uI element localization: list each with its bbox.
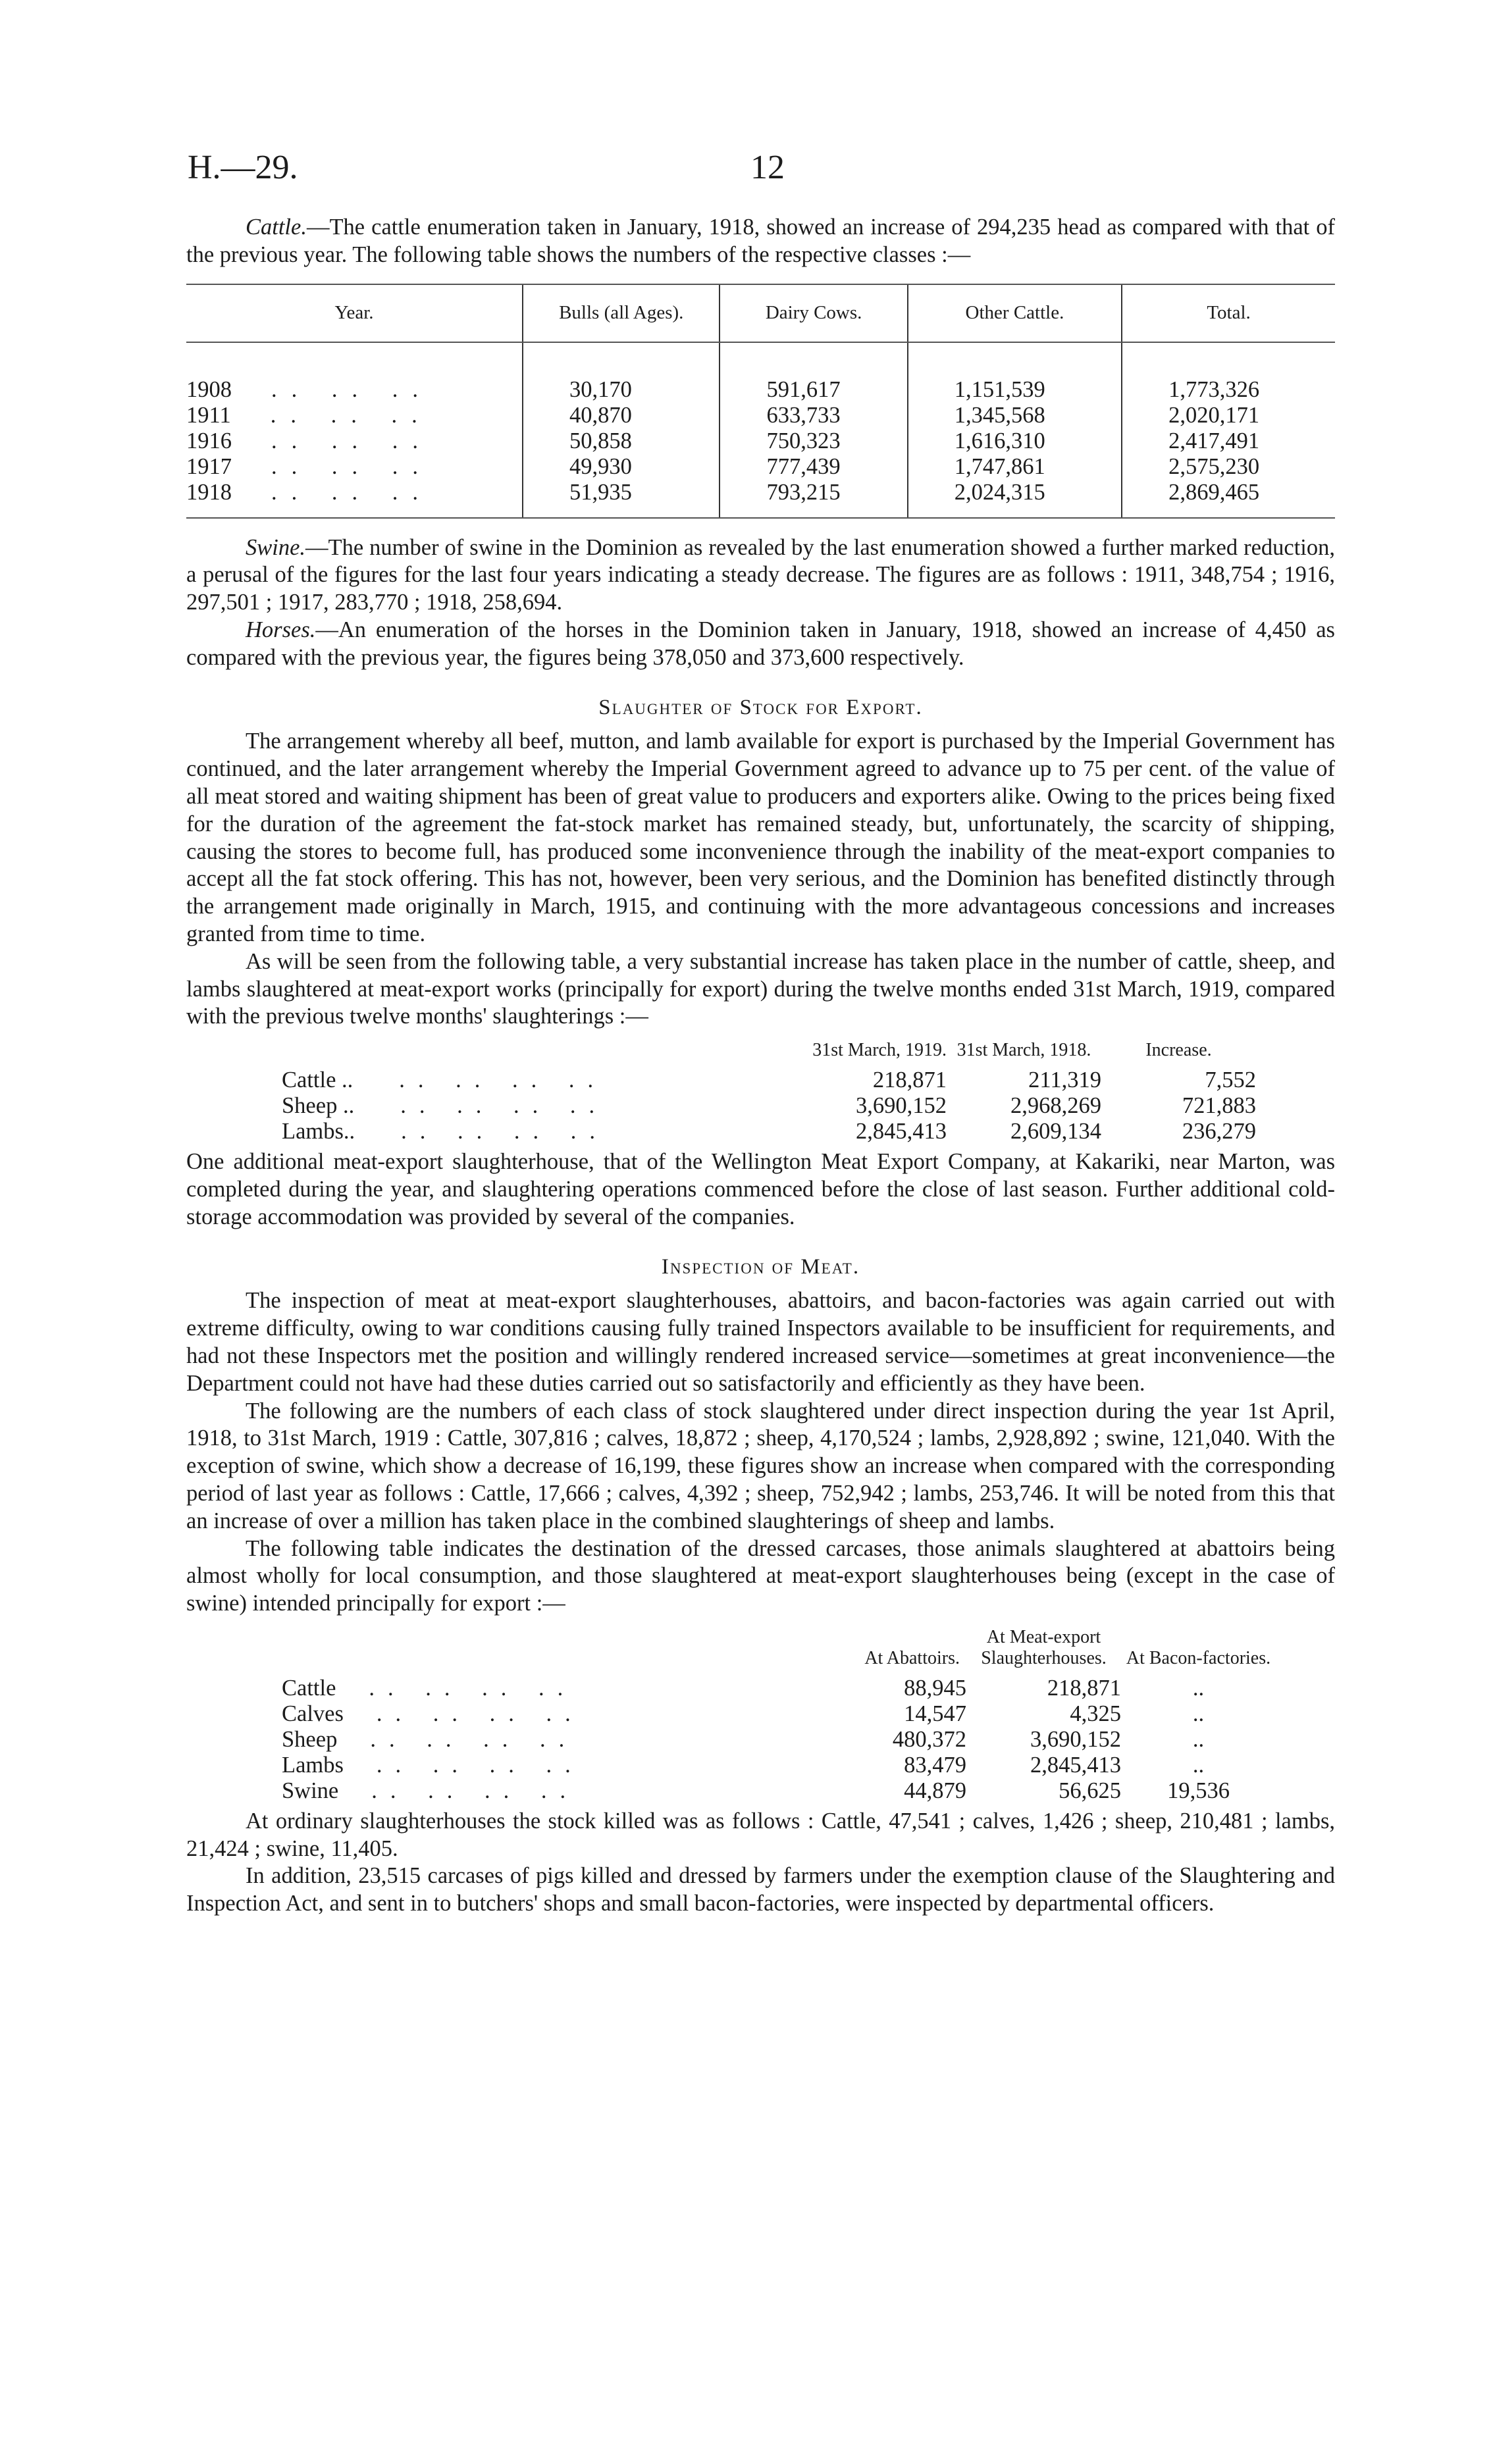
- cell-other: 1,616,310: [908, 428, 1122, 454]
- row-label: Sheep ..: [282, 1093, 355, 1119]
- cell-dairy: 591,617: [720, 342, 907, 403]
- cell-bacon: ..: [1192, 1675, 1205, 1701]
- cell-1919: 218,871: [872, 1067, 947, 1093]
- table-row: Lambs .. .. .. .. 83,479 2,845,413 ..: [282, 1753, 1276, 1778]
- cell-increase: 721,883: [1182, 1093, 1256, 1119]
- cell-1918: 2,968,269: [1010, 1093, 1101, 1119]
- table-row: Sheep .. .. .. .. .. 3,690,152 2,968,269 721,883: [282, 1093, 1256, 1119]
- row-label: Swine: [282, 1778, 339, 1803]
- cell-increase: 7,552: [1205, 1067, 1256, 1093]
- inspection-paragraph-1: The inspection of meat at meat-export slaughterhouses, abattoirs, and bacon-factories was again carried out with extreme difficulty, owing to war conditions causing fully trained Inspectors available to be insufficient for requirements, and had not these Inspectors met the position and willingly rendered increased service—sometimes at great inconvenience—the Department could not have had these duties carried out so satisfactorily and efficiently as they have been.: [186, 1288, 1335, 1396]
- cell-total: 2,869,465: [1122, 480, 1335, 518]
- row-label: Calves: [282, 1701, 344, 1726]
- row-year: 1908: [186, 376, 232, 402]
- destination-table: [282, 1624, 1276, 1804]
- cattle-table-header: [186, 284, 1335, 342]
- table-row: 1918 .. .. .. 51,935 793,215 2,024,315 2,869,465: [186, 480, 1335, 518]
- table-row: Lambs.. .. .. .. .. 2,845,413 2,609,134 236,279: [282, 1119, 1256, 1144]
- cell-meat-export: 3,690,152: [1030, 1726, 1121, 1752]
- slaughter-paragraph-2: As will be seen from the following table, a very substantial increase has taken place in the number of cattle, sheep, and lambs slaughtered at meat-export works (principally for export) during the twelve months ended 31st March, 1919, compared with the previous twelve months' slaughterings :—: [186, 948, 1335, 1029]
- col-bulls: Bulls (all Ages).: [523, 284, 720, 342]
- inspection-paragraph-3: The following table indicates the destination of the dressed carcases, those animals slaughtered at abattoirs being almost wholly for local consumption, and those slaughtered at meat-export slaughterhouses being (except in the case of swine) intended principally for export :—: [186, 1535, 1335, 1616]
- cell-dairy: 633,733: [720, 403, 907, 428]
- cell-bacon: ..: [1192, 1752, 1205, 1778]
- col-meat-export: At Meat-export Slaughterhouses.: [981, 1626, 1107, 1668]
- cell-other: 1,747,861: [908, 454, 1122, 480]
- cell-bulls: 49,930: [523, 454, 720, 480]
- cell-dairy: 750,323: [720, 428, 907, 454]
- col-increase: Increase.: [1145, 1040, 1212, 1061]
- slaughter-paragraph-3: One additional meat-export slaughterhouse, that of the Wellington Meat Export Company, at Kakariki, near Marton, was completed during the year, and slaughtering operations commenced before the close of last season. Further additional cold-storage accommodation was provided by several of the companies.: [186, 1149, 1335, 1229]
- table-row: Swine .. .. .. .. 44,879 56,625 19,536: [282, 1778, 1276, 1804]
- swine-text: —The number of swine in the Dominion as revealed by the last enumeration showed a further marked reduction, a perusal of the figures for the last four years indicating a steady decrease. The figures are as follows : 1911, 348,754 ; 1916, 297,501 ; 1917, 283,770 ; 1918, 258,694.: [186, 534, 1335, 615]
- cell-total: 2,417,491: [1122, 428, 1335, 454]
- horses-text: —An enumeration of the horses in the Dominion taken in January, 1918, showed an increase of 4,450 as compared with the previous year, the figures being 378,050 and 373,600 respectively.: [186, 617, 1335, 670]
- cell-meat-export: 218,871: [1047, 1675, 1121, 1701]
- col-other-cattle: Other Cattle.: [908, 284, 1122, 342]
- cell-1919: 2,845,413: [856, 1119, 947, 1144]
- cell-dairy: 793,215: [720, 480, 907, 518]
- cell-1918: 2,609,134: [1010, 1119, 1101, 1144]
- cell-total: 2,575,230: [1122, 454, 1335, 480]
- col-bacon-factories: At Bacon-factories.: [1126, 1647, 1271, 1668]
- horses-label: Horses.: [246, 617, 316, 642]
- cattle-label: Cattle.: [246, 215, 307, 240]
- table-row: 1916 .. .. .. 50,858 750,323 1,616,310 2,417,491: [186, 428, 1335, 454]
- table-row: Sheep .. .. .. .. 480,372 3,690,152 ..: [282, 1727, 1276, 1753]
- cell-bacon: ..: [1192, 1726, 1205, 1752]
- row-label: Cattle: [282, 1675, 336, 1701]
- slaughter-paragraph-1: The arrangement whereby all beef, mutton, and lamb available for export is purchased by the Imperial Government has continued, and the later arrangement whereby the Imperial Government agreed to advance up to 75 per cent. of the value of all meat stored and waiting shipment has been of great value to producers and exporters alike. Owing to the prices being fixed for the duration of the agreement the fat-stock market has remained steady, but, unfortunately, the scarcity of shipping, causing the stores to become full, has produced some inconvenience through the inability of the meat-export companies to accept all the fat stock offering. This has not, however, been very serious, and the Dominion has benefited distinctly through the arrangement made originally in March, 1915, and continuing with the more advantageous concessions and increases granted from time to time.: [186, 729, 1335, 946]
- cell-bacon: 19,536: [1167, 1778, 1230, 1803]
- cattle-text: —The cattle enumeration taken in January, 1918, showed an increase of 294,235 head as compared with that of the previous year. The following table shows the numbers of the respective classes :—: [186, 215, 1335, 267]
- slaughter-heading: Slaughter of Stock for Export.: [598, 695, 923, 719]
- document-reference: H.—29.: [188, 149, 298, 186]
- table-row: 1908 .. .. .. 30,170 591,617 1,151,539 1,773,326: [186, 342, 1335, 403]
- cell-other: 2,024,315: [908, 480, 1122, 518]
- cell-abattoirs: 88,945: [904, 1675, 966, 1701]
- row-year: 1918: [186, 479, 232, 505]
- cell-abattoirs: 14,547: [904, 1701, 966, 1726]
- row-year: 1917: [186, 453, 232, 479]
- inspection-paragraph-5: In addition, 23,515 carcases of pigs killed and dressed by farmers under the exemption clause of the Slaughtering and Inspection Act, and sent in to butchers' shops and small bacon-factories, were inspected by departmental officers.: [186, 1863, 1335, 1916]
- page-number: 12: [750, 149, 785, 186]
- cell-abattoirs: 83,479: [904, 1752, 966, 1778]
- cell-1918: 211,319: [1028, 1067, 1101, 1093]
- row-label: Cattle ..: [282, 1067, 354, 1093]
- cell-meat-export: 56,625: [1059, 1778, 1121, 1803]
- cell-meat-export: 4,325: [1070, 1701, 1121, 1726]
- row-label: Sheep: [282, 1726, 338, 1752]
- cell-1919: 3,690,152: [856, 1093, 947, 1119]
- table-row: Calves .. .. .. .. 14,547 4,325 ..: [282, 1701, 1276, 1727]
- cell-total: 1,773,326: [1122, 342, 1335, 403]
- cattle-paragraph: [186, 214, 1335, 269]
- table-row: 1911 .. .. .. 40,870 633,733 1,345,568 2,020,171: [186, 403, 1335, 428]
- cell-other: 1,345,568: [908, 403, 1122, 428]
- inspection-paragraph-4: At ordinary slaughterhouses the stock killed was as follows : Cattle, 47,541 ; calves, 1,426 ; sheep, 210,481 ; lambs, 21,424 ; swine, 11,405.: [186, 1808, 1335, 1861]
- cell-meat-export: 2,845,413: [1030, 1752, 1121, 1778]
- export-slaughter-table: [282, 1037, 1256, 1144]
- col-march-1919: 31st March, 1919.: [812, 1040, 947, 1061]
- cell-bulls: 40,870: [523, 403, 720, 428]
- row-label: Lambs: [282, 1752, 344, 1778]
- cell-abattoirs: 480,372: [892, 1726, 966, 1752]
- page-content: [186, 214, 1335, 1918]
- cell-other: 1,151,539: [908, 342, 1122, 403]
- cell-increase: 236,279: [1182, 1119, 1256, 1144]
- cell-bacon: ..: [1192, 1701, 1205, 1726]
- horses-paragraph: [186, 617, 1335, 672]
- cell-bulls: 50,858: [523, 428, 720, 454]
- cattle-table: [186, 284, 1335, 519]
- col-march-1918: 31st March, 1918.: [956, 1040, 1091, 1061]
- destination-table-header: [282, 1624, 1276, 1676]
- inspection-heading: Inspection of Meat.: [661, 1254, 860, 1279]
- col-year: Year.: [186, 284, 523, 342]
- swine-paragraph: [186, 534, 1335, 617]
- col-dairy-cows: Dairy Cows.: [720, 284, 907, 342]
- cell-bulls: 30,170: [523, 342, 720, 403]
- table-row: Cattle .. .. .. .. 88,945 218,871 ..: [282, 1676, 1276, 1701]
- row-year: 1916: [186, 428, 232, 453]
- swine-label: Swine.: [246, 534, 306, 560]
- row-label: Lambs..: [282, 1119, 355, 1144]
- col-total: Total.: [1122, 284, 1335, 342]
- export-table-header: [282, 1037, 1256, 1067]
- cell-abattoirs: 44,879: [904, 1778, 966, 1803]
- cell-bulls: 51,935: [523, 480, 720, 518]
- row-year: 1911: [186, 402, 231, 428]
- cell-total: 2,020,171: [1122, 403, 1335, 428]
- col-abattoirs: At Abattoirs.: [864, 1647, 960, 1668]
- table-row: Cattle .. .. .. .. .. 218,871 211,319 7,552: [282, 1067, 1256, 1093]
- cell-dairy: 777,439: [720, 454, 907, 480]
- table-row: 1917 .. .. .. 49,930 777,439 1,747,861 2,575,230: [186, 454, 1335, 480]
- inspection-paragraph-2: The following are the numbers of each class of stock slaughtered under direct inspection during the year 1st April, 1918, to 31st March, 1919 : Cattle, 307,816 ; calves, 18,872 ; sheep, 4,170,524 ; lambs, 2,928,892 ; swine, 121,040. With the exception of swine, which show a decrease of 16,199, these figures show an increase when compared with the corresponding period of last year as follows : Cattle, 17,666 ; calves, 4,392 ; sheep, 752,942 ; lambs, 253,746. It will be noted from this that an increase of over a million has taken place in the combined slaughterings of sheep and lambs.: [186, 1398, 1335, 1533]
- page-header: [188, 148, 1333, 194]
